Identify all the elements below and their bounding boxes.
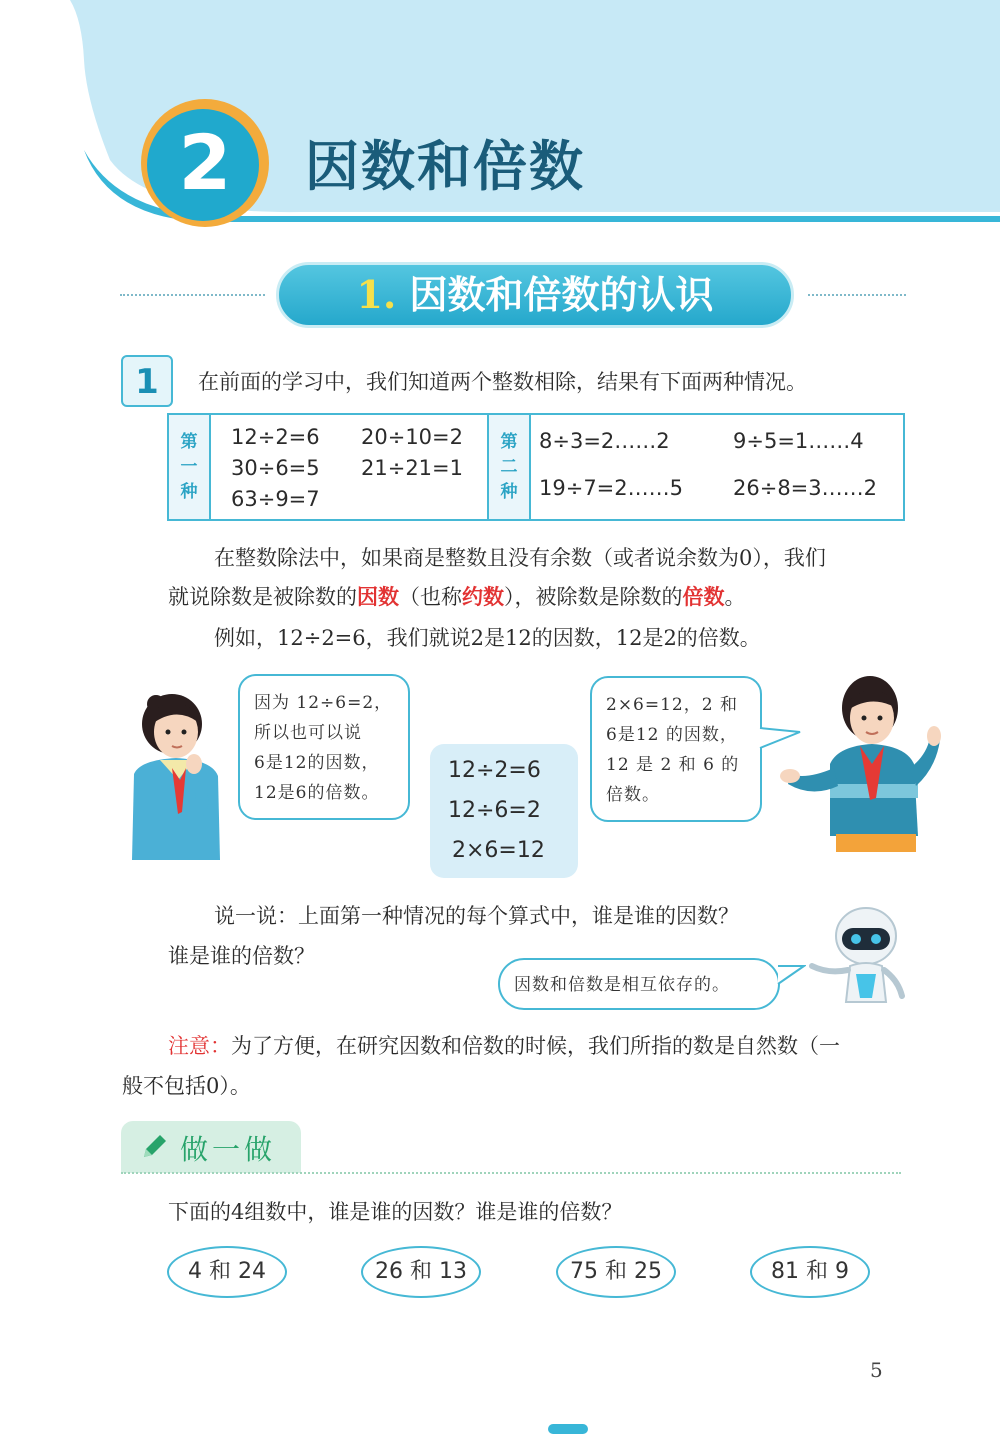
equation: 30÷6=5: [231, 456, 320, 480]
term-divisor: 约数: [462, 584, 504, 609]
definition-line-1: 在整数除法中，如果商是整数且没有余数（或者说余数为0），我们: [214, 546, 826, 570]
equation: 21÷21=1: [361, 456, 463, 480]
girl-illustration: [120, 684, 232, 866]
equation: 9÷5=1……4: [733, 429, 864, 453]
case1-label: 第 一 种: [169, 415, 211, 519]
boy-speech-bubble: 2×6=12，2 和 6是12 的因数， 12 是 2 和 6 的 倍数。: [590, 676, 762, 822]
equation-table: [167, 413, 905, 521]
discuss-line-1: 说一说：上面第一种情况的每个算式中，谁是谁的因数？: [214, 904, 739, 928]
term-multiple: 倍数: [682, 584, 725, 609]
girl-speech-bubble: 因为 12÷6=2， 所以也可以说 6是12的因数， 12是6的倍数。: [238, 674, 410, 820]
practice-prompt: 下面的4组数中，谁是谁的因数？谁是谁的倍数？: [168, 1200, 623, 1224]
discuss-line-2: 谁是谁的倍数？: [168, 944, 315, 968]
page-footer-mark: [548, 1424, 588, 1434]
note-line-1: 注意：为了方便，在研究因数和倍数的时候，我们所指的数是自然数（一: [168, 1034, 840, 1058]
page-number: 5: [870, 1358, 883, 1382]
equation: 8÷3=2……2: [539, 429, 670, 453]
practice-title: 做一做: [180, 1133, 277, 1166]
section-number: 1.: [356, 272, 397, 317]
number-pair: 4 和 24: [167, 1246, 287, 1298]
equation: 63÷9=7: [231, 487, 320, 511]
section-divider-left: [120, 294, 265, 296]
equation: 19÷7=2……5: [539, 476, 683, 500]
number-pair: 26 和 13: [361, 1246, 481, 1298]
definition-example: 例如，12÷2=6，我们就说2是12的因数，12是2的倍数。: [214, 626, 761, 650]
chapter-title: 因数和倍数: [305, 134, 585, 198]
math-line: 12÷2=6: [448, 758, 541, 783]
math-line: 12÷6=2: [448, 798, 541, 823]
robot-bubble-tail: [776, 962, 806, 988]
section-title-text: 因数和倍数的认识: [409, 272, 714, 317]
equation: 26÷8=3……2: [733, 476, 877, 500]
case2-label: 第 二 种: [489, 415, 531, 519]
math-card: [430, 744, 578, 878]
robot-speech-bubble: 因数和倍数是相互依存的。: [498, 958, 780, 1010]
term-factor: 因数: [357, 584, 399, 609]
number-pair: 81 和 9: [750, 1246, 870, 1298]
section-title: [276, 262, 794, 328]
example-intro: 在前面的学习中，我们知道两个整数相除，结果有下面两种情况。: [198, 370, 807, 394]
chapter-number: 2: [178, 118, 232, 207]
robot-illustration: [806, 904, 924, 1004]
definition-line-2: 就说除数是被除数的因数（也称约数），被除数是除数的倍数。: [168, 584, 746, 609]
equation: 20÷10=2: [361, 425, 463, 449]
pencil-icon: [138, 1131, 170, 1163]
equation: 12÷2=6: [231, 425, 320, 449]
practice-divider: [121, 1172, 901, 1174]
number-pair: 75 和 25: [556, 1246, 676, 1298]
section-divider-right: [808, 294, 906, 296]
example-number-badge: 1: [121, 355, 173, 407]
note-line-2: 般不包括0）。: [122, 1074, 251, 1098]
boy-illustration: [776, 668, 944, 854]
note-label: 注意：: [168, 1034, 231, 1058]
math-line: 2×6=12: [452, 838, 545, 863]
